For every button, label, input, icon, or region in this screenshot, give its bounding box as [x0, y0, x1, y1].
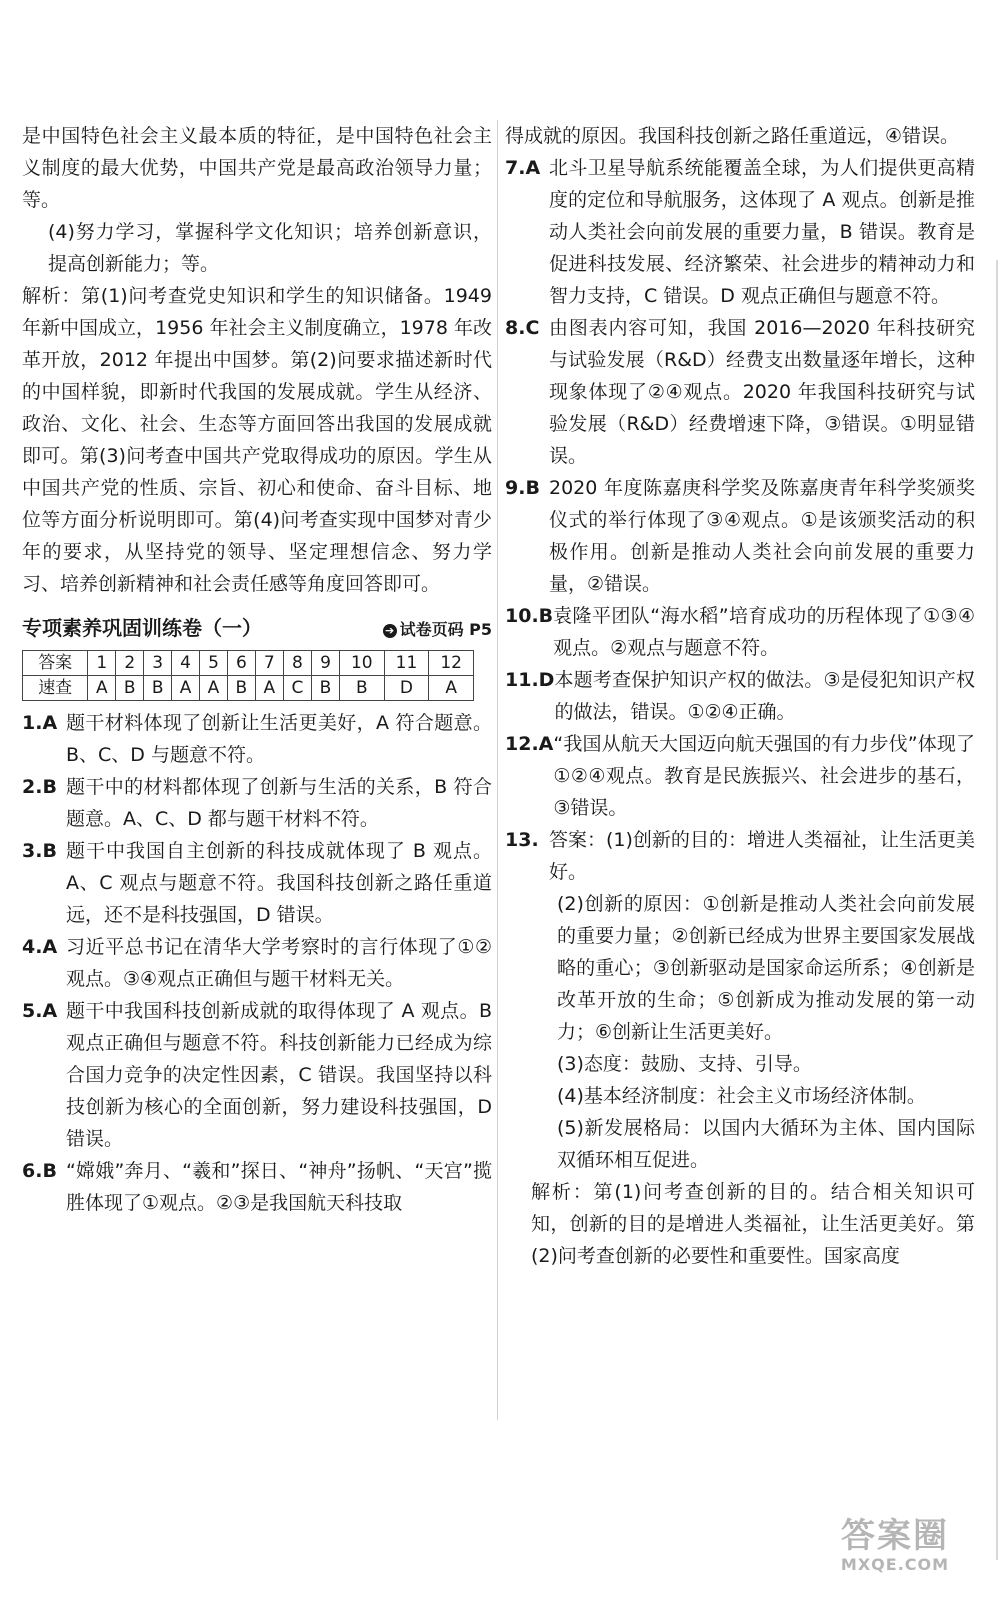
item-number: 2.B	[22, 776, 57, 798]
left-paragraph-1: 是中国特色社会主义最本质的特征，是中国特色社会主义制度的最大优势，中国共产党是最高政治领导力量；等。	[22, 125, 492, 211]
item-number: 1.A	[22, 712, 58, 734]
answer-item	[505, 824, 975, 888]
answer-table-cell: A	[172, 676, 200, 701]
item-number: 12.A	[505, 733, 554, 755]
answer-table-cell: 3	[144, 651, 172, 676]
item-text: 题干中的材料都体现了创新与生活的关系，B 符合题意。A、C、D 都与题干材料不符。	[66, 776, 492, 830]
left-paragraph-2: (4)努力学习，掌握科学文化知识；培养创新意识，提高创新能力；等。	[48, 221, 492, 275]
item-text: 习近平总书记在清华大学考察时的言行体现了①②观点。③④观点正确但与题干材料无关。	[66, 936, 492, 990]
answer-table-cell: A	[429, 676, 474, 701]
q13-part: (2)创新的原因：①创新是推动人类社会向前发展的重要力量；②创新已经成为世界主要国家发展战略的重心；③创新驱动是国家命运所系；④创新是改革开放的生命；⑤创新成为推动发展的第一动力；⑥创新让生活更美好。	[557, 893, 975, 1043]
answer-item	[22, 931, 492, 995]
answer-item	[22, 1155, 492, 1219]
item-text: 由图表内容可知，我国 2016—2020 年科技研究与试验发展（R&D）经费支出数量逐年增长，这种现象体现了②④观点。2020 年我国科技研究与试验发展（R&D）经费增速下降，③错误。①明显错误。	[549, 317, 975, 467]
item-text: “我国从航天大国迈向航天强国的有力步伐”体现了①②④观点。教育是民族振兴、社会进步的基石，③错误。	[553, 733, 975, 819]
q13-part: (4)基本经济制度：社会主义市场经济体制。	[557, 1085, 926, 1107]
section-title: 专项素养巩固训练卷（一）	[22, 616, 262, 640]
watermark-url: MXQE.COM	[840, 1555, 950, 1574]
watermark-logo	[810, 1516, 980, 1578]
item-text: 袁隆平团队“海水稻”培育成功的历程体现了①③④观点。②观点与题意不符。	[553, 605, 975, 659]
page-edge-shadow	[996, 260, 998, 1560]
answer-table-cell: A	[255, 676, 283, 701]
answer-table-cell: 8	[283, 651, 311, 676]
answer-item	[505, 152, 975, 312]
answer-item	[22, 707, 492, 771]
answer-table-answer-row	[23, 676, 474, 701]
answer-item	[505, 664, 975, 728]
item-number: 5.A	[22, 1000, 58, 1022]
right-continuation: 得成就的原因。我国科技创新之路任重道远，④错误。	[505, 125, 960, 147]
answer-table-cell: C	[283, 676, 311, 701]
item-text: 题干中我国科技创新成就的取得体现了 A 观点。B 观点正确但与题意不符。科技创新能力已经成为综合国力竞争的决定性因素，C 错误。我国坚持以科技创新为核心的全面创新，努力建设科技强国，D 错误。	[66, 1000, 492, 1150]
section-header	[22, 612, 492, 646]
item-text: 答案：(1)创新的目的：增进人类福祉，让生活更美好。	[549, 829, 975, 883]
item-number: 13.	[505, 829, 539, 851]
answer-table-cell: B	[116, 676, 144, 701]
item-text: 北斗卫星导航系统能覆盖全球，为人们提供更高精度的定位和导航服务，这体现了 A 观点。创新是推动人类社会向前发展的重要力量，B 错误。教育是促进科技发展、经济繁荣、社会进步的精神动力和智力支持，C 错误。D 观点正确但与题意不符。	[549, 157, 975, 307]
answer-table-number-row	[23, 651, 474, 676]
watermark-title: 答案圈	[841, 1516, 949, 1556]
answer-table-cell: A	[88, 676, 116, 701]
q13-analysis: 解析：第(1)问考查创新的目的。结合相关知识可知，创新的目的是增进人类福祉，让生活更美好。第(2)问考查创新的必要性和重要性。国家高度	[531, 1181, 975, 1267]
answer-item	[505, 600, 975, 664]
answer-table-cell: D	[384, 676, 429, 701]
item-text: 本题考查保护知识产权的做法。③是侵犯知识产权的做法，错误。①②④正确。	[554, 669, 975, 723]
item-number: 4.A	[22, 936, 58, 958]
answer-table-cell: 4	[172, 651, 200, 676]
item-number: 10.B	[505, 605, 554, 627]
item-text: 2020 年度陈嘉庚科学奖及陈嘉庚青年科学奖颁奖仪式的举行体现了③④观点。①是该颁奖活动的积极作用。创新是推动人类社会向前发展的重要力量，②错误。	[549, 477, 975, 595]
answer-table-label: 答案	[23, 651, 88, 676]
left-analysis: 解析：第(1)问考查党史知识和学生的知识储备。1949 年新中国成立，1956 年社会主义制度确立，1978 年改革开放，2012 年提出中国梦。第(2)问要求描述新时代的中国样貌，即新时代我国的发展成就。学生从经济、政治、文化、社会、生态等方面回答出我国的发展成就即可。第(3)问考查中国共产党取得成功的原因。学生从中国共产党的性质、宗旨、初心和使命、奋斗目标、地位等方面分析说明即可。第(4)问考查实现中国梦对青少年的要求，从坚持党的领导、坚定理想信念、努力学习、培养创新精神和社会责任感等角度回答即可。	[22, 285, 492, 595]
q13-part: (5)新发展格局：以国内大循环为主体、国内国际双循环相互促进。	[557, 1117, 975, 1171]
answer-item	[505, 728, 975, 824]
answer-table-cell: 2	[116, 651, 144, 676]
item-number: 11.D	[505, 669, 555, 691]
page-ref	[383, 614, 492, 646]
answer-item	[505, 472, 975, 600]
answer-table-cell: 1	[88, 651, 116, 676]
q13-part: (3)态度：鼓励、支持、引导。	[557, 1053, 812, 1075]
item-number: 3.B	[22, 840, 57, 862]
item-number: 8.C	[505, 317, 540, 339]
left-column	[22, 120, 492, 1219]
answer-table	[22, 650, 474, 701]
item-number: 9.B	[505, 477, 540, 499]
answer-table-cell: 6	[227, 651, 255, 676]
item-number: 7.A	[505, 157, 541, 179]
answer-table-cell: 10	[339, 651, 384, 676]
item-text: 题干材料体现了创新让生活更美好，A 符合题意。B、C、D 与题意不符。	[66, 712, 492, 766]
answer-table-cell: B	[227, 676, 255, 701]
answer-item	[22, 835, 492, 931]
answer-table-label: 速查	[23, 676, 88, 701]
answer-table-cell: A	[200, 676, 228, 701]
right-column	[505, 120, 975, 1272]
answer-table-cell: 12	[429, 651, 474, 676]
page-ref-text: 试卷页码 P5	[399, 620, 492, 639]
answer-item	[22, 771, 492, 835]
answer-table-cell: 9	[312, 651, 340, 676]
answer-table-cell: 7	[255, 651, 283, 676]
answer-item	[505, 312, 975, 472]
answer-table-cell: 5	[200, 651, 228, 676]
item-text: 题干中我国自主创新的科技成就体现了 B 观点。A、C 观点与题意不符。我国科技创新之路任重道远，还不是科技强国，D 错误。	[66, 840, 492, 926]
answer-table-cell: B	[144, 676, 172, 701]
column-divider	[497, 120, 498, 1420]
answer-table-cell: 11	[384, 651, 429, 676]
arrow-right-icon: ➔	[383, 624, 397, 638]
item-number: 6.B	[22, 1160, 57, 1182]
answer-table-cell: B	[339, 676, 384, 701]
answer-item	[22, 995, 492, 1155]
item-text: “嫦娥”奔月、“羲和”探日、“神舟”扬帆、“天宫”揽胜体现了①观点。②③是我国航天科技取	[66, 1160, 492, 1214]
answer-table-cell: B	[312, 676, 340, 701]
